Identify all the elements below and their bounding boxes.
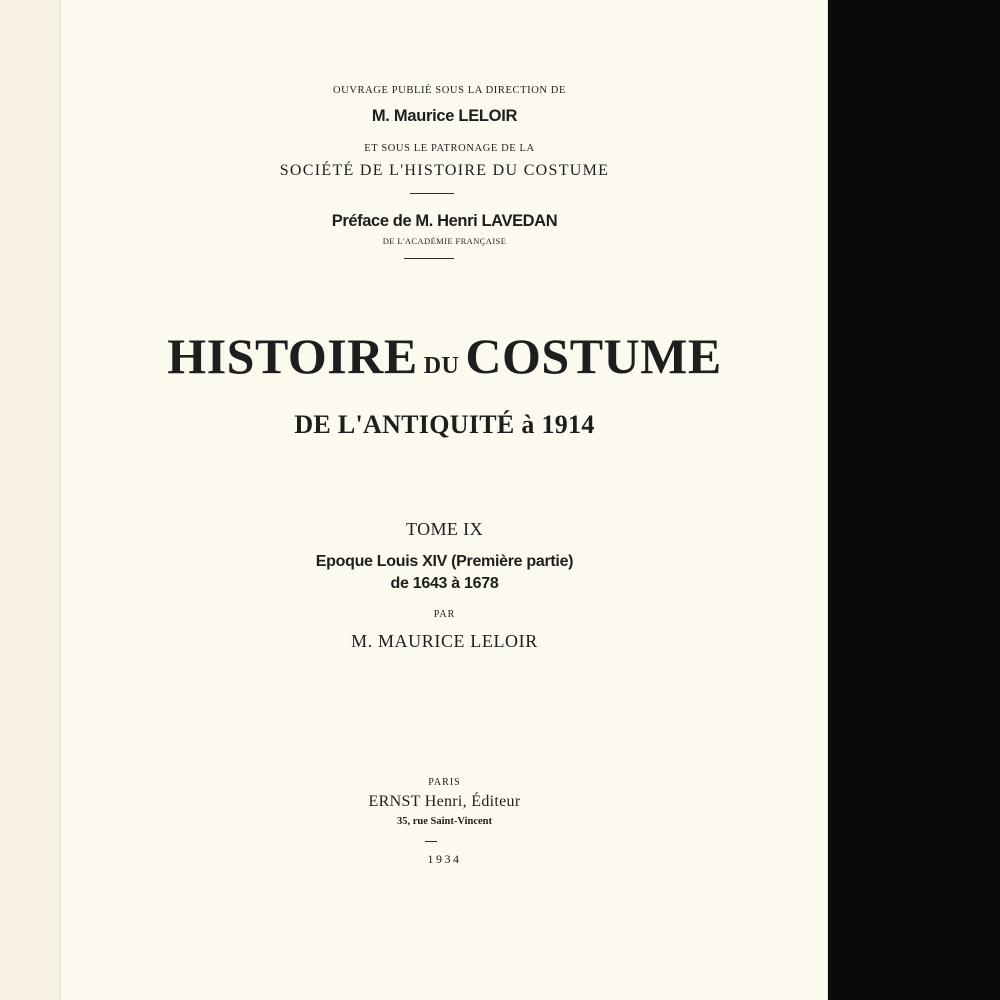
date-range: de 1643 à 1678 — [390, 575, 499, 592]
epoque-line: Epoque Louis XIV (Première partie) — [315, 553, 574, 570]
facing-page-edge — [0, 0, 61, 1000]
title-du: DU — [423, 353, 460, 379]
book-subtitle: DE L'ANTIQUITÉ à 1914 — [294, 410, 595, 439]
par-line: PAR — [433, 609, 456, 620]
imprint-city: PARIS — [428, 777, 461, 788]
imprint-year: 1934 — [427, 852, 462, 866]
tome-number: TOME IX — [406, 519, 483, 539]
imprint-address: 35, rue Saint-Vincent — [397, 816, 492, 827]
book-title — [61, 327, 828, 385]
author-name: M. MAURICE LELOIR — [351, 631, 538, 651]
divider-rule — [404, 258, 454, 259]
divider-rule — [410, 193, 454, 194]
imprint-publisher: ERNST Henri, Éditeur — [368, 793, 521, 810]
director-name: M. Maurice LELOIR — [371, 107, 518, 125]
title-part-2: COSTUME — [465, 328, 722, 384]
direction-line: OUVRAGE PUBLIÉ SOUS LA DIRECTION DE — [332, 85, 567, 96]
title-part-1: HISTOIRE — [167, 328, 418, 384]
title-page — [61, 0, 828, 1000]
academy-line: DE L'ACADÉMIE FRANÇAISE — [382, 236, 507, 246]
patronage-line: ET SOUS LE PATRONAGE DE LA — [364, 143, 535, 154]
divider-rule — [425, 841, 437, 842]
preface-line: Préface de M. Henri LAVEDAN — [331, 212, 558, 230]
society-name: SOCIÉTÉ DE L'HISTOIRE DU COSTUME — [279, 162, 610, 179]
